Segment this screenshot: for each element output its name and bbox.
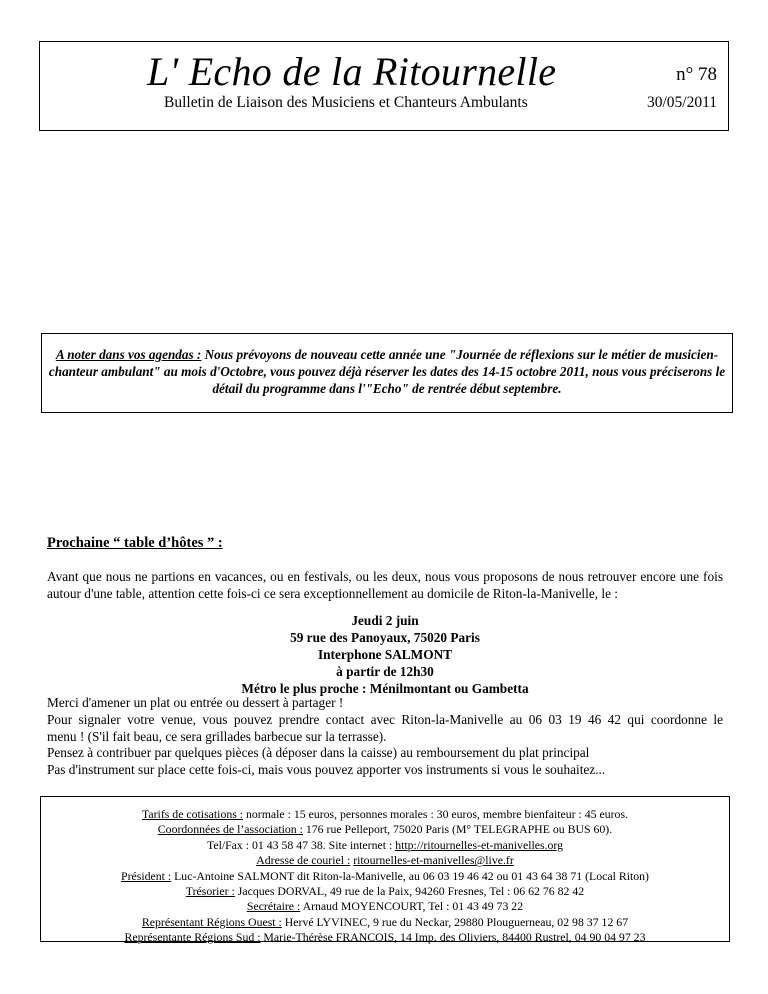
- event-date: Jeudi 2 juin: [351, 613, 419, 628]
- association-info: [40, 796, 730, 945]
- fees-row: [41, 807, 729, 822]
- west-rep-row: [41, 915, 729, 930]
- south-rep-label: Représentante Régions Sud :: [124, 930, 261, 945]
- table-hotes-body: [47, 695, 723, 779]
- issue-date: 30/05/2011: [646, 94, 717, 111]
- secretary-row: [41, 899, 729, 914]
- newsletter-title: L' Echo de la Ritournelle: [147, 49, 557, 94]
- phone-row: [41, 838, 729, 853]
- masthead: [39, 41, 729, 131]
- website-link[interactable]: http://ritournelles-et-manivelles.org: [395, 837, 564, 852]
- agenda-notice-label: A noter dans vos agendas :: [55, 347, 202, 362]
- secretary-label: Secrétaire :: [246, 899, 301, 914]
- treasurer-label: Trésorier :: [185, 884, 235, 899]
- address-row: [41, 822, 729, 837]
- treasurer-row: [41, 884, 729, 899]
- body-line: Pensez à contribuer par quelques pièces (à déposer dans la caisse) au remboursement du plat principal: [47, 745, 590, 761]
- event-details: [47, 612, 723, 697]
- address-text: 176 rue Pelleport, 75020 Paris (M° TELEGRAPHE ou BUS 60).: [302, 822, 613, 837]
- phone-text: Tel/Fax : 01 43 58 47 38. Site internet :: [206, 837, 396, 852]
- body-line: menu ! (S'il fait beau, ce sera grillades barbecue sur la terrasse).: [47, 728, 387, 744]
- newsletter-subtitle: Bulletin de Liaison des Musiciens et Chanteurs Ambulants: [164, 94, 528, 111]
- south-rep-row: [41, 930, 729, 945]
- event-intercom: Interphone SALMONT: [317, 647, 453, 662]
- address-label: Coordonnées de l’association :: [157, 822, 303, 837]
- secretary-text: Arnaud MOYENCOURT, Tel : 01 43 49 73 22: [300, 899, 524, 914]
- president-label: Président :: [121, 868, 172, 883]
- south-rep-text: Marie-Thérèse FRANCOIS, 14 Imp. des Oliviers, 84400 Rustrel, 04 90 04 97 23: [260, 930, 646, 945]
- table-hotes-intro: Avant que nous ne partions en vacances, ou en festivals, ou les deux, nous vous proposons de nous retrouver encore une fois autour d'une table, attention cette fois-ci ce sera exceptionnellement au domicile de Riton-la-Manivelle, le :: [47, 569, 723, 601]
- west-rep-label: Représentant Régions Ouest :: [141, 914, 282, 929]
- treasurer-text: Jacques DORVAL, 49 rue de la Paix, 94260 Fresnes, Tel : 06 62 76 82 42: [234, 884, 585, 899]
- agenda-notice-text: Nous prévoyons de nouveau cette année une "Journée de réflexions sur le métier de musicien-chanteur ambulant" au mois d'Octobre, vous pouvez déjà réserver les dates des 14-15 octobre 2011, nous vous préciserons le détail du programme dans l'"Echo" de rentrée début septembre.: [48, 347, 726, 396]
- table-hotes-heading: Prochaine “ table d’hôtes ” :: [47, 535, 223, 551]
- body-line: Pas d'instrument sur place cette fois-ci, mais vous pouvez apporter vos instruments si vous le souhaitez...: [47, 762, 606, 778]
- president-text: Luc-Antoine SALMONT dit Riton-la-Manivelle, au 06 03 19 46 42 ou 01 43 64 38 71 (Local Riton): [171, 868, 649, 883]
- email-label: Adresse de couriel :: [256, 853, 351, 868]
- body-line: Pour signaler votre venue, vous pouvez prendre contact avec Riton-la-Manivelle au 06 03 19 46 42 qui coordonne le: [47, 711, 723, 727]
- fees-label: Tarifs de cotisations :: [142, 807, 244, 821]
- event-metro: Métro le plus proche : Ménilmontant ou Gambetta: [241, 681, 529, 696]
- email-link[interactable]: ritournelles-et-manivelles@live.fr: [353, 853, 514, 868]
- agenda-notice: [41, 333, 733, 413]
- fees-text: normale : 15 euros, personnes morales : 30 euros, membre bienfaiteur : 45 euros.: [243, 807, 628, 821]
- event-address: 59 rue des Panoyaux, 75020 Paris: [290, 630, 480, 645]
- email-row: [41, 853, 729, 868]
- president-row: [41, 869, 729, 884]
- west-rep-text: Hervé LYVINEC, 9 rue du Neckar, 29880 Plouguerneau, 02 98 37 12 67: [281, 914, 629, 929]
- event-time: à partir de 12h30: [336, 664, 434, 679]
- body-line: Merci d'amener un plat ou entrée ou dessert à partager !: [47, 695, 344, 710]
- issue-number: n° 78: [676, 64, 717, 85]
